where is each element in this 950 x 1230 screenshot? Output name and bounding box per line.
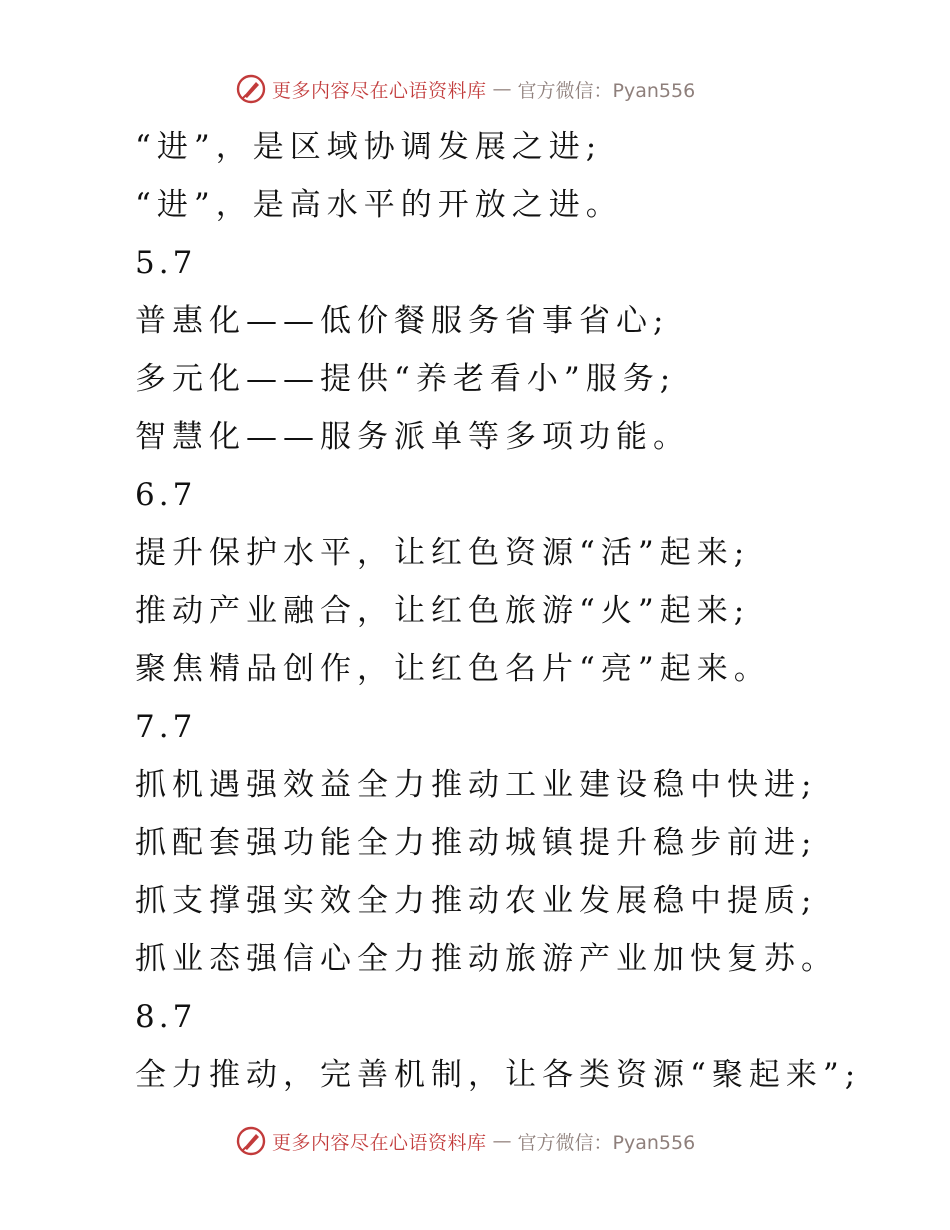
watermark-separator: — — [492, 1130, 512, 1152]
text-line: 智慧化——服务派单等多项功能。 — [135, 419, 690, 455]
document-body — [135, 118, 915, 1104]
text-line: 普惠化——低价餐服务省事省心; — [135, 303, 670, 339]
watermark-brand: 更多内容尽在心语资料库 — [272, 79, 487, 102]
text-line: 推动产业融合，让红色旅游“火”起来; — [135, 593, 751, 629]
watermark-separator: — — [492, 78, 512, 100]
text-line: “进”，是高水平的开放之进。 — [135, 187, 623, 223]
watermark-official: 官方微信：Pyan556 — [517, 79, 696, 102]
feather-pen-logo-icon — [236, 1126, 266, 1156]
section-number: 6.7 — [135, 477, 197, 513]
watermark-brand: 更多内容尽在心语资料库 — [272, 1131, 487, 1154]
text-line: 抓配套强功能全力推动城镇提升稳步前进; — [135, 825, 818, 861]
text-line: 聚焦精品创作，让红色名片“亮”起来。 — [135, 651, 771, 687]
feather-pen-logo-icon — [236, 74, 266, 104]
watermark-footer — [236, 1124, 695, 1158]
section-number: 7.7 — [135, 709, 197, 745]
text-line: 抓业态强信心全力推动旅游产业加快复苏。 — [135, 941, 838, 977]
watermark-header — [236, 72, 695, 106]
watermark-official: 官方微信：Pyan556 — [517, 1131, 696, 1154]
text-line: 提升保护水平，让红色资源“活”起来; — [135, 535, 751, 571]
text-line: “进”，是区域协调发展之进; — [135, 129, 603, 165]
text-line: 多元化——提供“养老看小”服务; — [135, 361, 677, 397]
text-line: 全力推动，完善机制，让各类资源“聚起来”; — [135, 1057, 862, 1093]
text-line: 抓机遇强效益全力推动工业建设稳中快进; — [135, 767, 818, 803]
section-number: 8.7 — [135, 999, 197, 1035]
section-number: 5.7 — [135, 245, 197, 281]
text-line: 抓支撑强实效全力推动农业发展稳中提质; — [135, 883, 818, 919]
